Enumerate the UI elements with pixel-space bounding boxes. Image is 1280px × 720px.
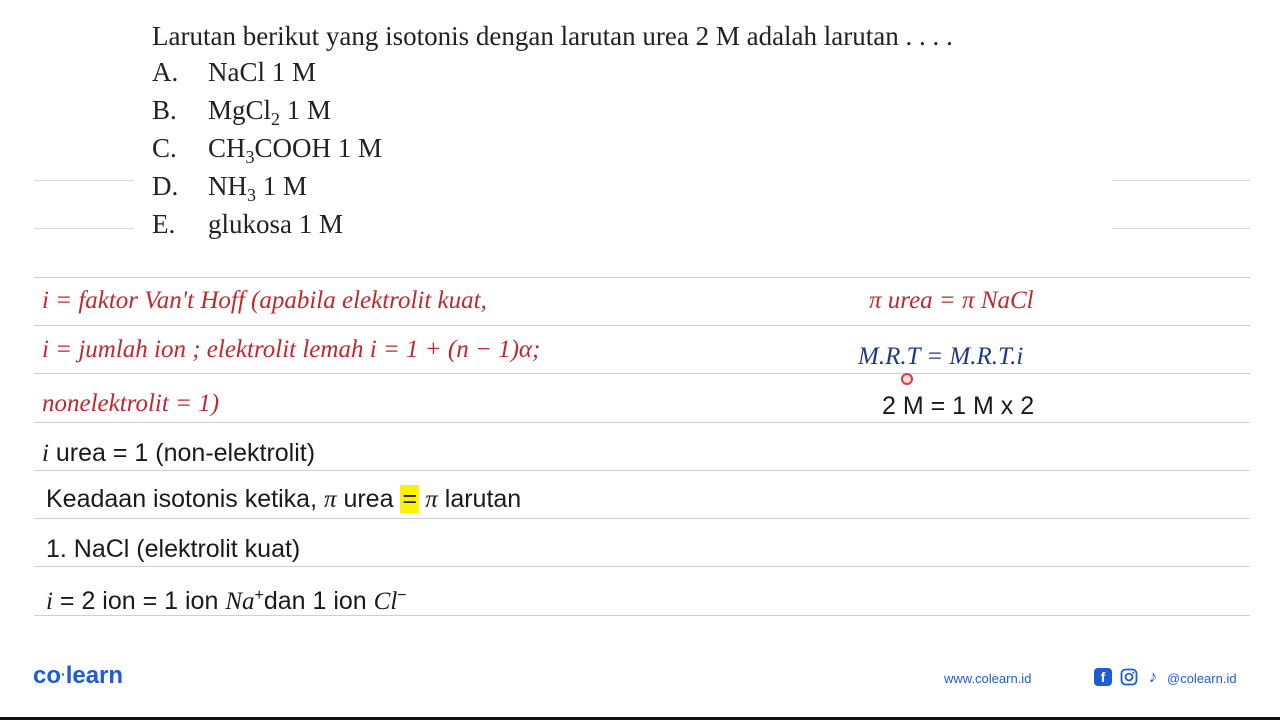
note-nonelectrolyte: nonelektrolit = 1) xyxy=(42,390,220,417)
option-b xyxy=(152,92,382,130)
divider xyxy=(1112,228,1250,229)
option-formula: $CH_3COOH$ xyxy=(208,133,332,167)
instagram-icon[interactable] xyxy=(1120,668,1138,686)
pointer-cursor-icon xyxy=(901,373,913,385)
ruled-line xyxy=(34,325,1250,326)
divider xyxy=(1112,180,1250,181)
option-d xyxy=(152,168,382,206)
question-text: Larutan berikut yang isotonis dengan larutan urea 2 M adalah larutan . . . . xyxy=(152,21,953,51)
note-concentration-equation: 2 M = 1 M x 2 xyxy=(882,392,1035,420)
note-weak-electrolyte: i = jumlah ion ; elektrolit lemah i = 1 + (n − 1)α; xyxy=(42,336,541,363)
option-e xyxy=(152,206,382,244)
option-a xyxy=(152,54,382,92)
option-letter: B. xyxy=(152,95,177,125)
option-letter: D. xyxy=(152,171,179,201)
answer-options xyxy=(152,54,382,244)
option-conc: 1 M xyxy=(337,133,383,163)
option-conc: 1 M xyxy=(298,209,344,239)
option-letter: A. xyxy=(152,57,179,87)
colearn-logo: co·learn xyxy=(33,662,124,689)
note-urea-factor: i urea = 1 (non-elektrolit) xyxy=(42,439,316,467)
option-letter: E. xyxy=(152,209,176,239)
option-conc: 1 M xyxy=(271,57,317,87)
ruled-line xyxy=(34,373,1250,374)
note-vant-hoff-definition: i = faktor Van't Hoff (apabila elektrolit kuat, xyxy=(42,287,487,314)
ruled-line xyxy=(34,470,1250,471)
note-nacl-ions: i = 2 ion = 1 ion Na+dan 1 ion Cl− xyxy=(46,587,407,615)
website-url[interactable]: www.colearn.id xyxy=(944,671,1032,686)
option-conc: 1 M xyxy=(286,95,332,125)
option-c xyxy=(152,130,382,168)
note-isotonic-equation: π urea = π NaCl xyxy=(869,287,1034,314)
option-formula: $NH_3$ xyxy=(208,171,256,205)
ruled-line xyxy=(34,566,1250,567)
ruled-line xyxy=(34,518,1250,519)
divider xyxy=(34,180,134,181)
highlighted-equals: = xyxy=(402,485,418,513)
ruled-line xyxy=(34,422,1250,423)
option-formula: glukosa xyxy=(208,209,292,239)
option-letter: C. xyxy=(152,133,177,163)
facebook-icon[interactable]: f xyxy=(1094,668,1112,686)
option-conc: 1 M xyxy=(262,171,308,201)
option-formula: NaCl xyxy=(208,57,265,87)
ruled-line xyxy=(34,277,1250,278)
divider xyxy=(34,228,134,229)
note-mrt-equation: M.R.T = M.R.T.i xyxy=(858,343,1024,370)
tiktok-icon[interactable]: ♪ xyxy=(1148,667,1158,686)
social-handle: @colearn.id xyxy=(1167,671,1237,686)
option-formula: MgCl$_2$ xyxy=(208,95,281,129)
note-nacl-heading: 1. NaCl (elektrolit kuat) xyxy=(46,535,301,563)
note-isotonic-condition: Keadaan isotonis ketika, π urea = π larutan xyxy=(46,485,522,513)
